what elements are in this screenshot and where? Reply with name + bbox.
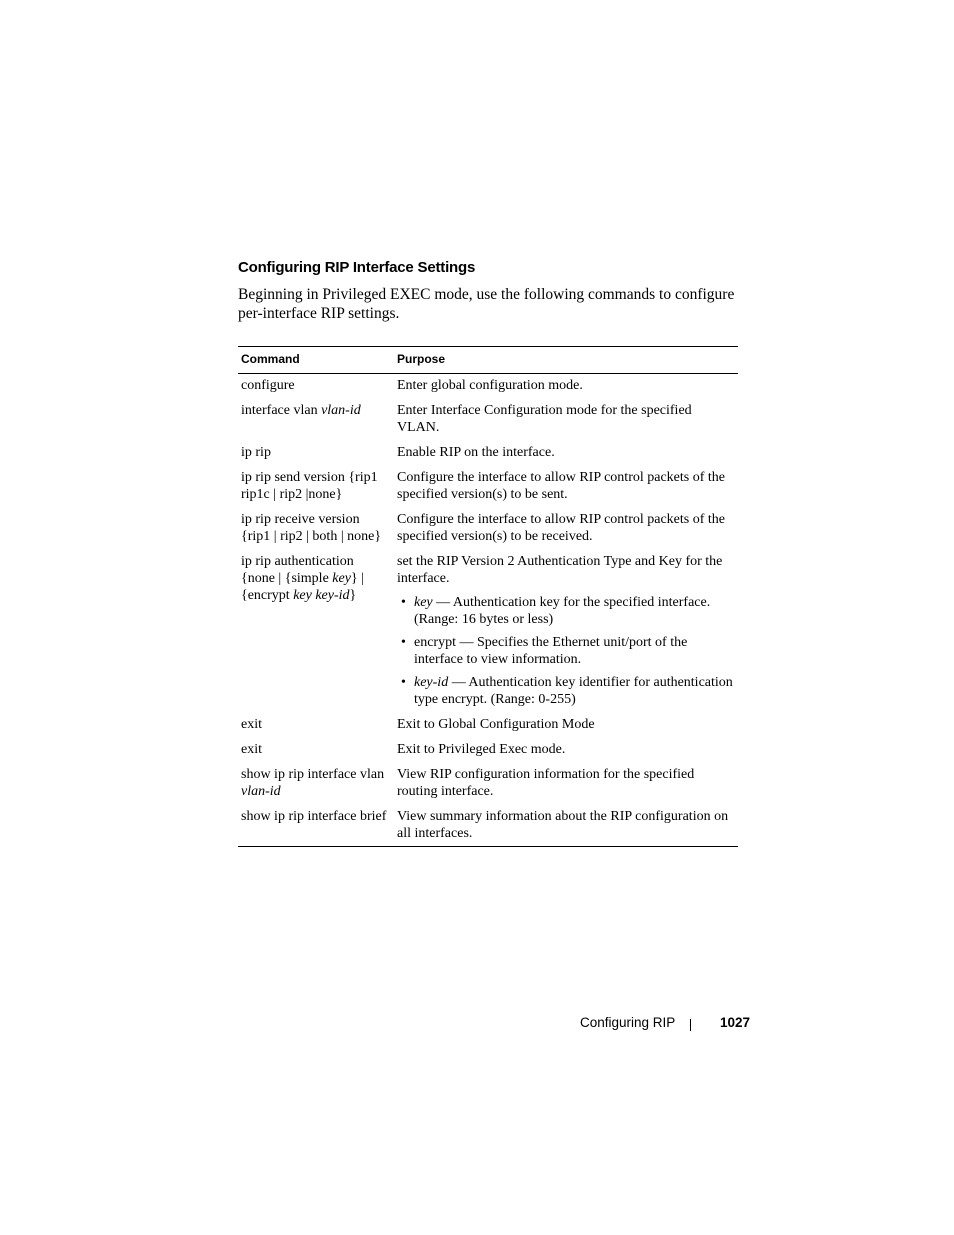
parameter-description: — Authentication key for the specified interface. (Range: 16 bytes or less) (414, 595, 711, 627)
command-text: interface vlan (241, 403, 322, 418)
bullet-icon: • (401, 675, 406, 690)
command-cell (238, 551, 394, 714)
command-text: ip rip authentication {none | {simple (241, 554, 354, 586)
purpose-text: set the RIP Version 2 Authentication Type and Key for the interface. (397, 554, 723, 586)
list-item (397, 594, 735, 628)
command-cell: exit (241, 717, 262, 732)
table-row (238, 806, 738, 847)
bullet-icon: • (401, 595, 406, 610)
table-row (238, 400, 738, 442)
footer-chapter-title: Configuring RIP (580, 1015, 676, 1030)
parameter-term: encrypt (414, 635, 456, 650)
table-row (238, 739, 738, 764)
command-cell: configure (241, 378, 295, 393)
table-row (238, 714, 738, 739)
header-command: Command (241, 352, 300, 366)
purpose-cell: Configure the interface to allow RIP control packets of the specified version(s) to be sent. (397, 470, 725, 502)
table-header-row (238, 347, 738, 374)
parameter-description: — Specifies the Ethernet unit/port of the interface to view information. (414, 635, 688, 667)
table-row (238, 551, 738, 714)
purpose-cell: Enter global configuration mode. (397, 378, 583, 393)
page-number: 1027 (720, 1015, 751, 1030)
section-heading: Configuring RIP Interface Settings (238, 259, 476, 276)
purpose-cell: View summary information about the RIP configuration on all interfaces. (397, 809, 729, 841)
command-table (238, 346, 738, 847)
command-cell: ip rip (241, 445, 271, 460)
command-cell (238, 764, 394, 806)
command-cell: exit (241, 742, 262, 757)
table-row (238, 442, 738, 467)
table-row (238, 509, 738, 551)
command-argument: key key-id (293, 588, 350, 603)
parameter-list (397, 594, 735, 708)
header-purpose: Purpose (397, 352, 446, 366)
parameter-description: — Authentication key identifier for authentication type encrypt. (Range: 0-255) (414, 675, 733, 707)
command-cell: ip rip receive version {rip1 | rip2 | both | none} (241, 512, 382, 544)
intro-paragraph: Beginning in Privileged EXEC mode, use the following commands to configure per-interface RIP settings. (238, 286, 735, 322)
purpose-cell: View RIP configuration information for the specified routing interface. (397, 767, 695, 799)
table-row (238, 467, 738, 509)
command-text: } | {encrypt (241, 571, 364, 603)
purpose-cell: Exit to Global Configuration Mode (397, 717, 595, 732)
command-cell: show ip rip interface brief (241, 809, 387, 824)
purpose-cell: Enable RIP on the interface. (397, 445, 555, 460)
command-text: show ip rip interface vlan (241, 767, 385, 782)
purpose-cell: Exit to Privileged Exec mode. (397, 742, 566, 757)
command-argument: vlan-id (321, 403, 361, 418)
purpose-cell: Enter Interface Configuration mode for the specified VLAN. (397, 403, 692, 435)
list-item (397, 634, 735, 668)
footer-separator (690, 1019, 691, 1031)
command-argument: vlan-id (241, 784, 281, 799)
list-item (397, 674, 735, 708)
table-row (238, 764, 738, 806)
command-cell: ip rip send version {rip1 rip1c | rip2 |none} (241, 470, 378, 502)
command-cell (238, 400, 394, 442)
bullet-icon: • (401, 635, 406, 650)
parameter-term: key (414, 595, 433, 610)
command-text: } (349, 588, 357, 603)
command-argument: key (332, 571, 351, 586)
table-row (238, 374, 738, 401)
parameter-term: key-id (414, 675, 449, 690)
purpose-cell (394, 551, 738, 714)
purpose-cell: Configure the interface to allow RIP control packets of the specified version(s) to be received. (397, 512, 725, 544)
